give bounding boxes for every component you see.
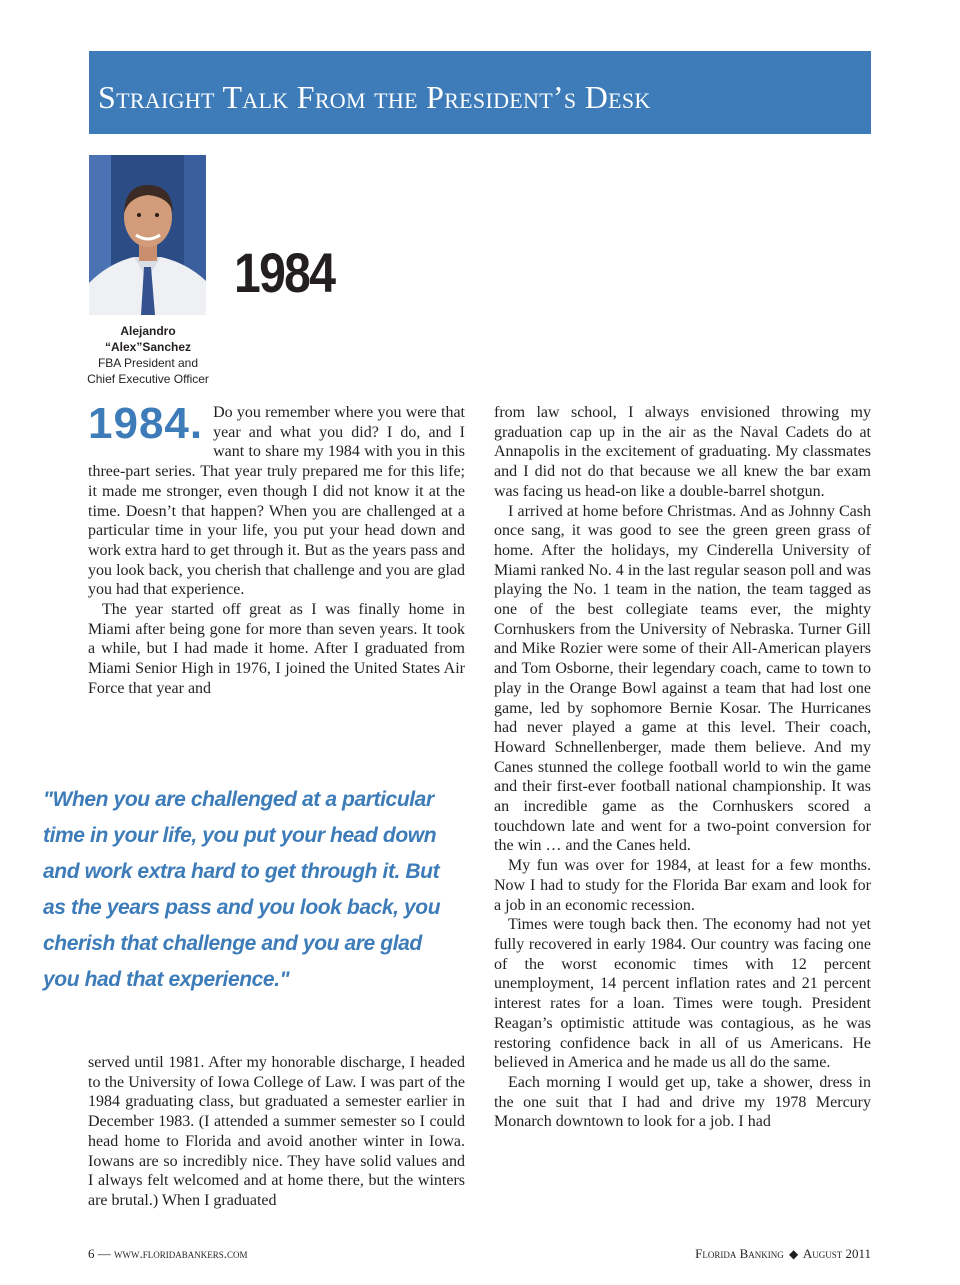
article-paragraph: Times were tough back then. The economy had not yet fully recovered in early 1984. Our country was facing one of the worst economic times with 12 percent unemployment, 14 percent inflation rates and 21 percent interest rates for a loan. Times were tough. President Reagan’s optimistic attitude was contagious, as he was restoring confidence back in all of us Americans. He believed in America and he made us all do the same. <box>494 916 871 1072</box>
website-link[interactable]: www.floridabankers.com <box>114 1246 248 1261</box>
footer-left <box>88 1246 248 1262</box>
profile-role-line1: FBA President and <box>97 356 199 370</box>
article-paragraph: served until 1981. After my honorable discharge, I headed to the University of Iowa College of Law. I was part of the 1984 graduating class, but graduated a semester earlier in December 1983. (I attended a summer semester so I could head home to Florida and avoid another winter in Iowa. Iowans are so incredibly nice. They have solid values and I always felt welcomed and at home there, but the winters are brutal.) When I graduated <box>88 1054 465 1209</box>
diamond-icon: ◆ <box>789 1247 799 1261</box>
profile-name-first: Alejandro <box>120 324 176 338</box>
footer-separator: — <box>97 1246 111 1261</box>
article-paragraph: My fun was over for 1984, at least for a few months. Now I had to study for the Florida Bar exam and look for a job in an economic recession. <box>494 857 871 914</box>
article-paragraph: I arrived at home before Christmas. And as Johnny Cash once sang, it was good to see the green green grass of home. After the holidays, my Cinderella University of Miami ranked No. 4 in the last regular season poll and was playing the No. 1 team in the nation, the team tagged as one of the best collegiate teams ever, the mighty Cornhuskers from the University of Nebraska. Turner Gill and Mike Rozier were some of their All-American players and Tom Osborne, their legendary coach, came to town to play in the Orange Bowl against a team that had lost one game, led by sophomore Bernie Kosar. The Hurricanes had never played a game at this level. Their coach, Howard Schnellenberger, made them believe. And my Canes stunned the college football world to win the game and their first-ever football national championship. It was an incredible game as the Cornhuskers scored a touchdown late and went for a two-point conversion for the win … and the Canes held. <box>494 502 871 855</box>
article-column-right <box>494 403 871 1132</box>
article-column-left-top <box>88 399 465 699</box>
issue-date: August 2011 <box>802 1246 871 1261</box>
article-paragraph: Each morning I would get up, take a shower, dress in the one suit that I had and drive my 1978 Mercury Monarch downtown to look for a job. I had <box>494 1073 871 1131</box>
drop-year: 1984. <box>88 399 204 448</box>
article-column-left-bottom <box>88 1053 465 1211</box>
article-paragraph <box>88 399 465 600</box>
portrait-photo-icon <box>89 155 206 315</box>
article-title: 1984 <box>234 241 335 304</box>
profile-caption <box>86 323 210 387</box>
profile-role-line2: Chief Executive Officer <box>87 372 209 386</box>
profile-name-nickname: “Alex”Sanchez <box>104 340 192 354</box>
page-number: 6 <box>88 1246 95 1261</box>
publication-name: Florida Banking <box>695 1246 784 1261</box>
pull-quote: "When you are challenged at a particular time in your life, you put your head down and work extra hard to get through it. But as the years pass and you look back, you cherish that challenge and you are glad you had that experience." <box>43 788 441 991</box>
header-banner <box>89 51 871 134</box>
portrait-illustration <box>89 155 206 315</box>
article-text: Do you remember where you were that year and what you did? I do, and I want to share my 1984 with you in this three-part series. That year truly prepared me for this life; it made me stronger, even though I did not know it at the time. Doesn’t that happen? When you are challenged at a particular time in your life, you put your head down and work extra hard to get through it. But as the years pass and you look back, you cherish that challenge and you are glad you had that experience. <box>88 404 465 599</box>
page-title: Straight Talk From the President’s Desk <box>98 79 651 115</box>
footer-right <box>600 1246 871 1262</box>
article-paragraph: The year started off great as I was finally home in Miami after being gone for more than seven years. It took a while, but I had made it home. After I graduated from Miami Senior High in 1976, I joined the United States Air Force that year and <box>88 601 465 697</box>
article-paragraph: from law school, I always envisioned throwing my graduation cap up in the air as the Naval Cadets do at Annapolis in the excitement of graduating. My classmates and I did not do that because we all knew the bar exam was facing us head-on like a double-barrel shotgun. <box>494 404 871 500</box>
